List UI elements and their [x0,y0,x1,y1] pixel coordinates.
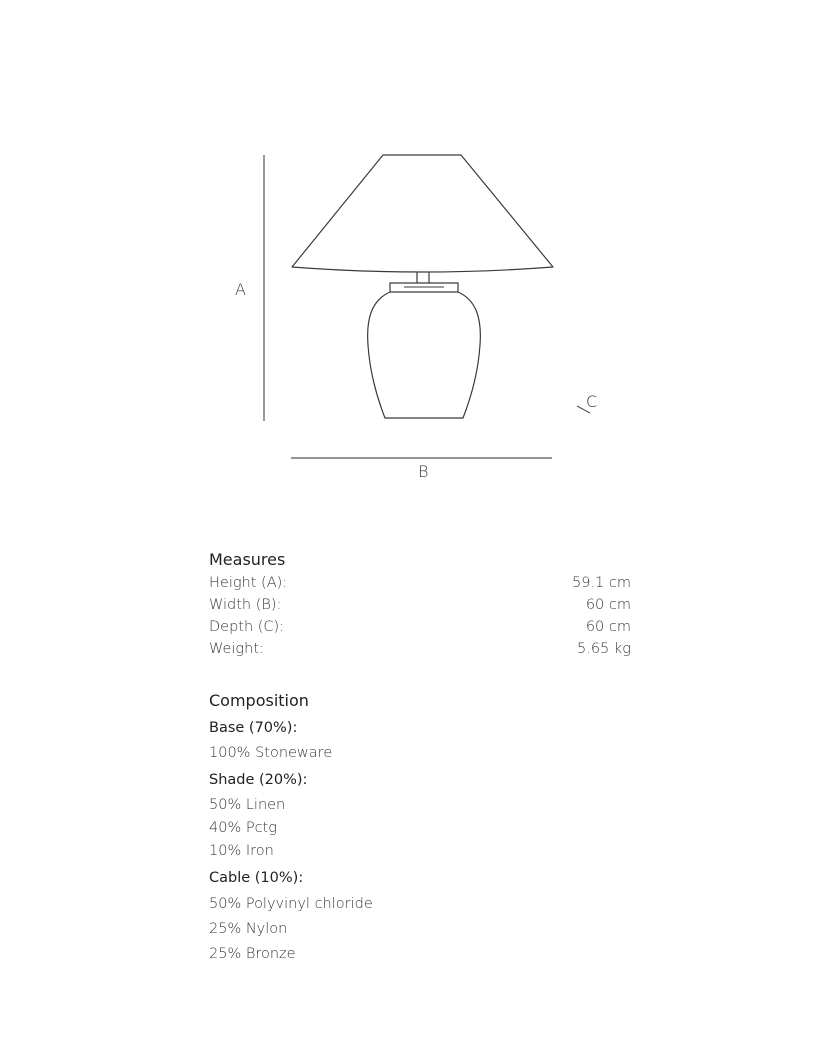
composition-section [209,689,631,967]
dimension-label-a: A [235,280,246,299]
composition-item: 25% Nylon [209,921,288,937]
measure-row-weight [209,638,631,660]
measure-value: 59.1 cm [572,575,631,591]
dimension-label-b: B [418,462,429,481]
lamp-technical-drawing [0,0,840,500]
measure-row-width [209,594,631,616]
composition-group-cable [209,865,631,967]
composition-item: 50% Linen [209,797,286,813]
measure-label: Depth (C): [209,619,285,635]
composition-item: 50% Polyvinyl chloride [209,896,373,912]
composition-title: Composition [209,691,309,710]
measure-label: Height (A): [209,575,288,591]
composition-group-title: Base (70%): [209,720,298,736]
measure-value: 60 cm [585,619,631,635]
measure-value: 60 cm [585,597,631,613]
measures-section [209,548,631,660]
product-specs [209,548,631,967]
composition-group-shade [209,767,631,863]
lamp-base-body [368,292,481,418]
composition-group-title: Cable (10%): [209,870,304,886]
measure-row-height [209,572,631,594]
composition-item: 10% Iron [209,843,274,859]
composition-item: 25% Bronze [209,946,296,962]
composition-group-base [209,715,631,765]
composition-item: 100% Stoneware [209,745,333,761]
measure-value: 5.65 kg [577,641,631,657]
measure-label: Width (B): [209,597,282,613]
composition-group-title: Shade (20%): [209,772,308,788]
lamp-shade [292,155,553,272]
composition-item: 40% Pctg [209,820,277,836]
measure-label: Weight: [209,641,264,657]
measure-row-depth [209,616,631,638]
measures-title: Measures [209,550,286,569]
dimension-label-c: C [586,392,598,411]
